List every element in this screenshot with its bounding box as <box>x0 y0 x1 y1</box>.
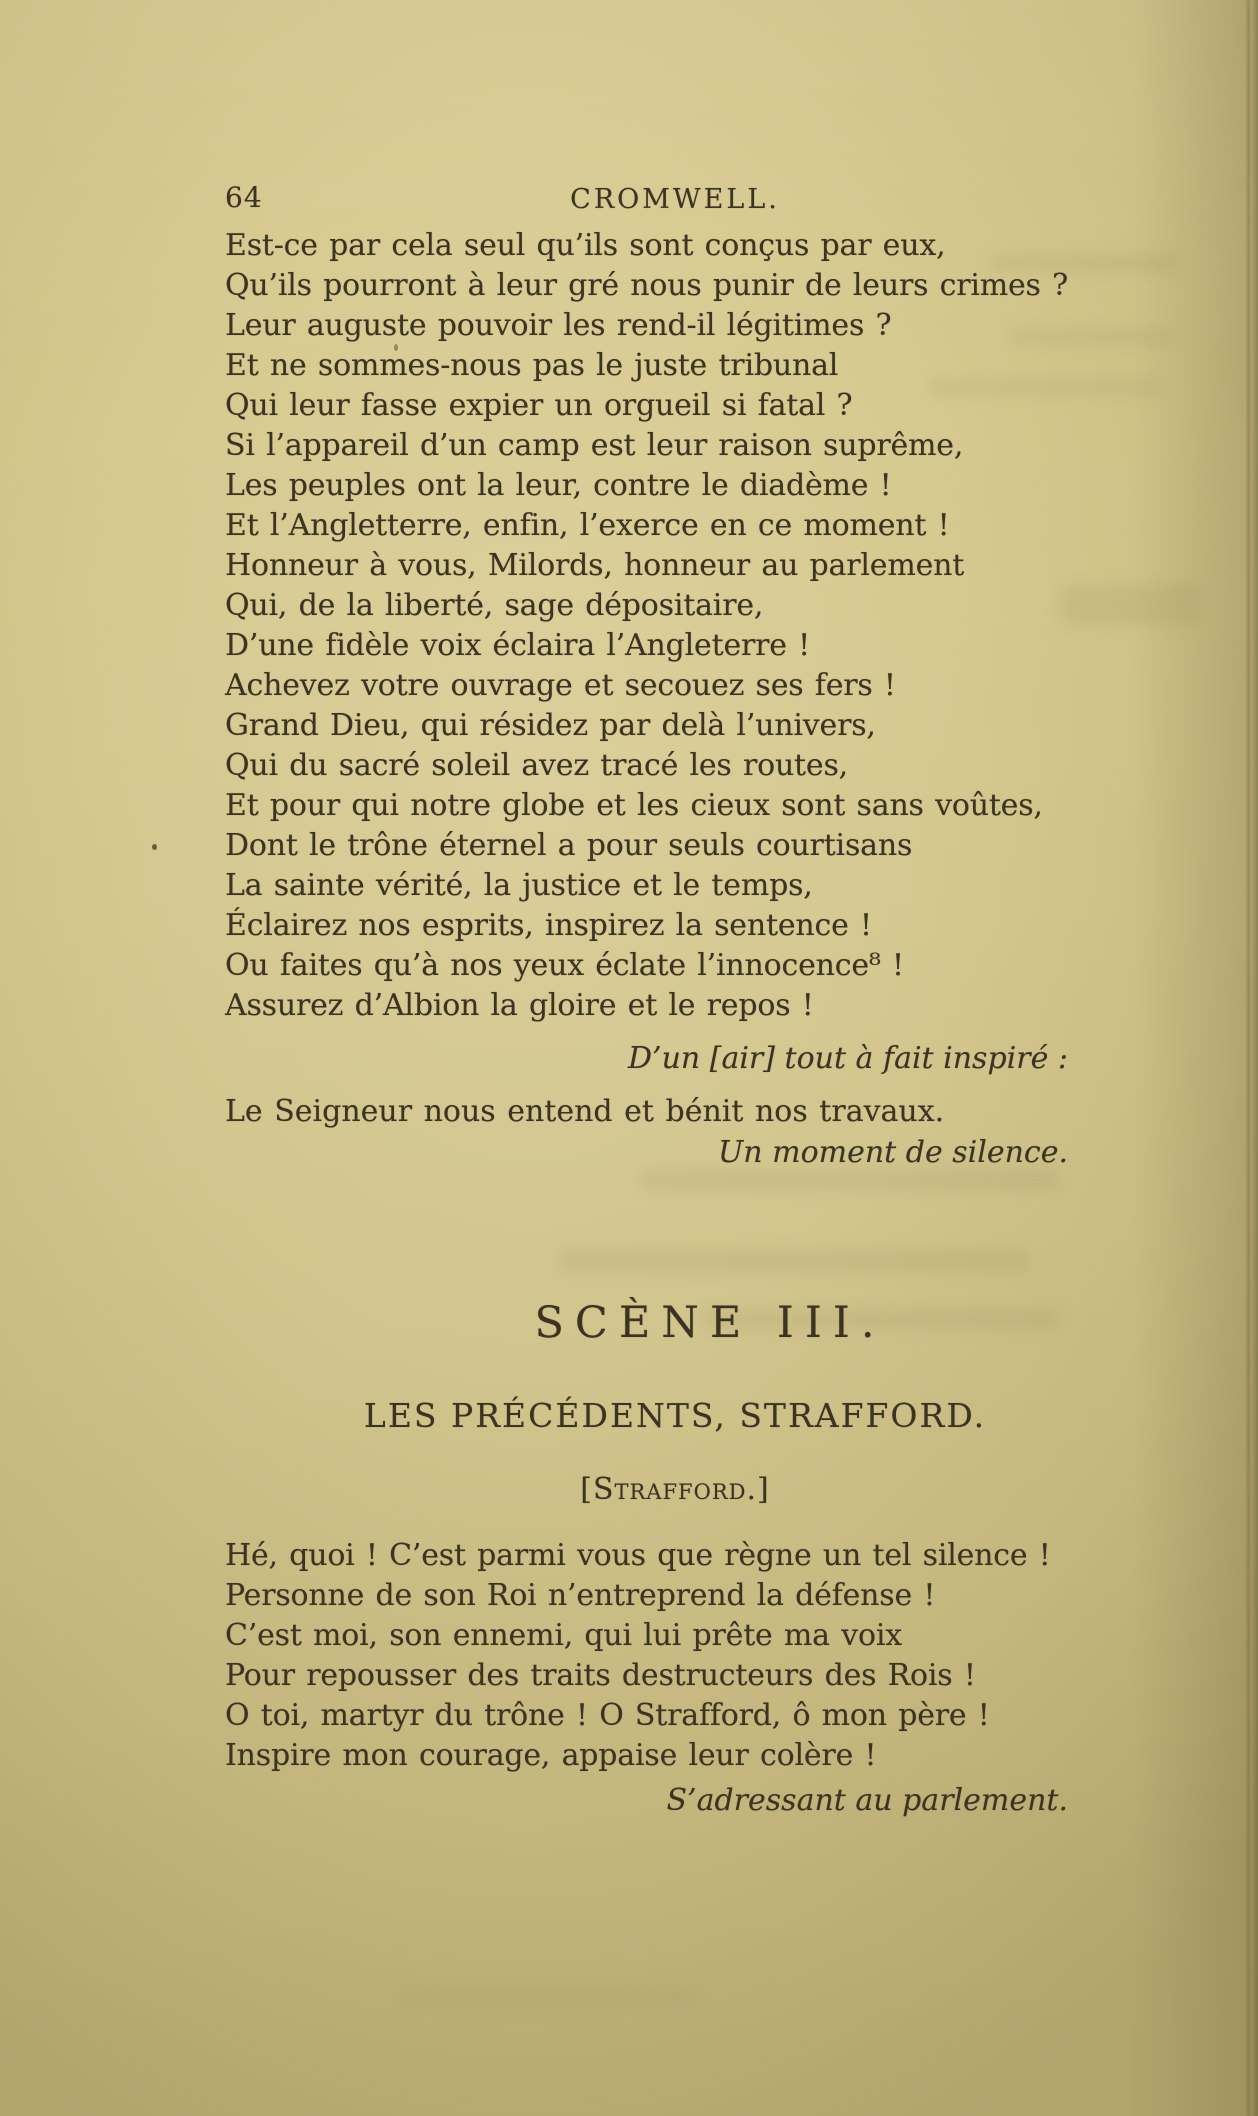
verse-line: Inspire mon courage, appaise leur colère ! <box>225 1738 877 1773</box>
verse-line: Est-ce par cela seul qu’ils sont conçus par eux, <box>225 228 946 263</box>
verse-line: Qui du sacré soleil avez tracé les routes, <box>225 748 849 783</box>
stage-direction-inspired: D’un [air] tout à fait inspiré : <box>627 1041 1068 1076</box>
verse-line: Qu’ils pourront à leur gré nous punir de leurs crimes ? <box>225 268 1068 303</box>
verse-line: Les peuples ont la leur, contre le diadème ! <box>225 468 892 503</box>
scene-speaker-label: [Strafford.] <box>580 1472 770 1507</box>
verse-line: Achevez votre ouvrage et secouez ses fers ! <box>225 668 896 703</box>
ink-bleed-smudge <box>640 1170 1060 1190</box>
scene-heading: SCÈNE III. <box>534 1298 886 1348</box>
verse-line: La sainte vérité, la justice et le temps, <box>225 868 813 903</box>
verse-line: Grand Dieu, qui résidez par delà l’univers, <box>225 708 876 743</box>
stage-direction-silence: Un moment de silence. <box>717 1135 1068 1170</box>
verse-line-closing: Le Seigneur nous entend et bénit nos travaux. <box>225 1094 945 1129</box>
verse-line: Pour repousser des traits destructeurs des Rois ! <box>225 1658 976 1693</box>
scene-characters: LES PRÉCÉDENTS, STRAFFORD. <box>363 1396 987 1435</box>
verse-line: Honneur à vous, Milords, honneur au parlement <box>225 548 965 583</box>
verse-line: Et pour qui notre globe et les cieux sont sans voûtes, <box>225 788 1043 823</box>
ink-bleed-smudge <box>400 1990 700 2006</box>
verse-line: Assurez d’Albion la gloire et le repos ! <box>225 988 814 1023</box>
stage-direction-addressing: S’adressant au parlement. <box>666 1783 1068 1818</box>
page-number: 64 <box>225 181 263 214</box>
verse-line: C’est moi, son ennemi, qui lui prête ma voix <box>225 1618 902 1653</box>
verse-line: O toi, martyr du trône ! O Strafford, ô mon père ! <box>225 1698 990 1733</box>
paper-speck <box>152 844 157 850</box>
verse-line: Et l’Angletterre, enfin, l’exerce en ce moment ! <box>225 508 950 543</box>
verse-line: Hé, quoi ! C’est parmi vous que règne un tel silence ! <box>225 1538 1051 1573</box>
verse-line: Dont le trône éternel a pour seuls courtisans <box>225 828 913 863</box>
verse-line: Qui leur fasse expier un orgueil si fatal ? <box>225 388 853 423</box>
verse-line: Personne de son Roi n’entreprend la défense ! <box>225 1578 936 1613</box>
verse-line: Et ne sommes-nous pas le juste tribunal <box>225 348 839 383</box>
verse-line: Ou faites qu’à nos yeux éclate l’innocence⁸ ! <box>225 948 904 983</box>
verse-block-strafford <box>225 1536 1165 1776</box>
verse-line: Éclairez nos esprits, inspirez la sentence ! <box>225 908 872 943</box>
verse-line: Si l’appareil d’un camp est leur raison suprême, <box>225 428 964 463</box>
verse-line: D’une fidèle voix éclaira l’Angleterre ! <box>225 628 811 663</box>
page-edge-shadow <box>1247 0 1250 2116</box>
verse-line: Qui, de la liberté, sage dépositaire, <box>225 588 764 623</box>
verse-line: Leur auguste pouvoir les rend-il légitimes ? <box>225 308 892 343</box>
running-title: CROMWELL. <box>570 184 780 215</box>
ink-bleed-smudge <box>560 1250 1030 1272</box>
verse-block-speech-end <box>225 226 1165 1026</box>
